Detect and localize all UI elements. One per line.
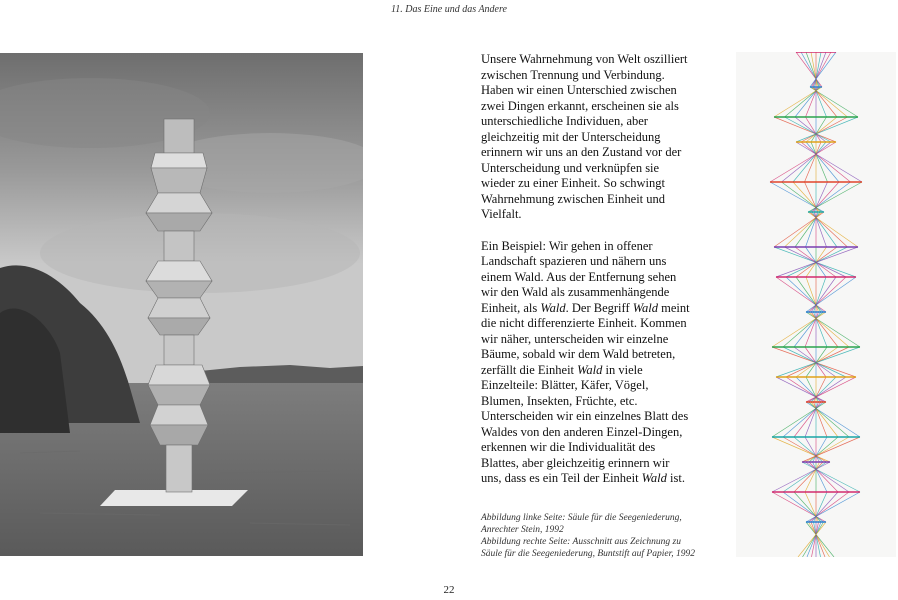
paragraph-1: Unsere Wahrnehmung von Welt oszilliert zwischen Trennung und Verbindung. Haben wir einen Unterschied zwischen zwei Dingen erkannt, erscheinen sie als unterschiedliche Individuen, aber gleichzeitig mit der Unterscheidung erinnern wir uns an den Zustand vor der Unterscheidung und verknüpfen sie wieder zu einer Einheit. So schwingt Wahrnehmung zwischen Einheit und Vielfalt.: [481, 52, 688, 221]
sculpture-photo: [0, 53, 363, 556]
caption-line: Abbildung linke Seite: Säule für die Seegeniederung,: [481, 513, 682, 523]
paragraph-2: Ein Beispiel: Wir gehen in offener Landschaft spazieren und nähern uns einem Wald. Aus der Entfernung sehen wir den Wald als zusammenhängende Einheit, als Wald. Der Begriff Wald meint die nicht differenzierte Einheit. Kommen wir näher, unterscheiden wir einzelne Bäume, sobald wir dem Wald betreten, zerfällt die Einheit Wald in viele Einzelteile: Blätter, Käfer, Vögel, Blumen, Insekten, Früchte, etc. Unterscheiden wir ein einzelnes Blatt des Waldes von den anderen Einzel-Dingen, erkennen wir die Individualität des Blattes, aber gleichzeitig erinnern wir uns, dass es ein Teil der Einheit Wald ist.: [481, 238, 690, 485]
chapter-title: 11. Das Eine und das Andere: [391, 4, 507, 15]
caption-line: Abbildung rechte Seite: Ausschnitt aus Zeichnung zu: [481, 537, 682, 547]
caption-line: Anrechter Stein, 1992: [481, 525, 564, 535]
page-number: 22: [443, 584, 455, 596]
pencil-drawing: [736, 52, 896, 557]
figure-captions: [481, 512, 721, 560]
body-text: [481, 52, 691, 503]
caption-line: Säule für die Seegeniederung, Buntstift auf Papier, 1992: [481, 549, 695, 559]
